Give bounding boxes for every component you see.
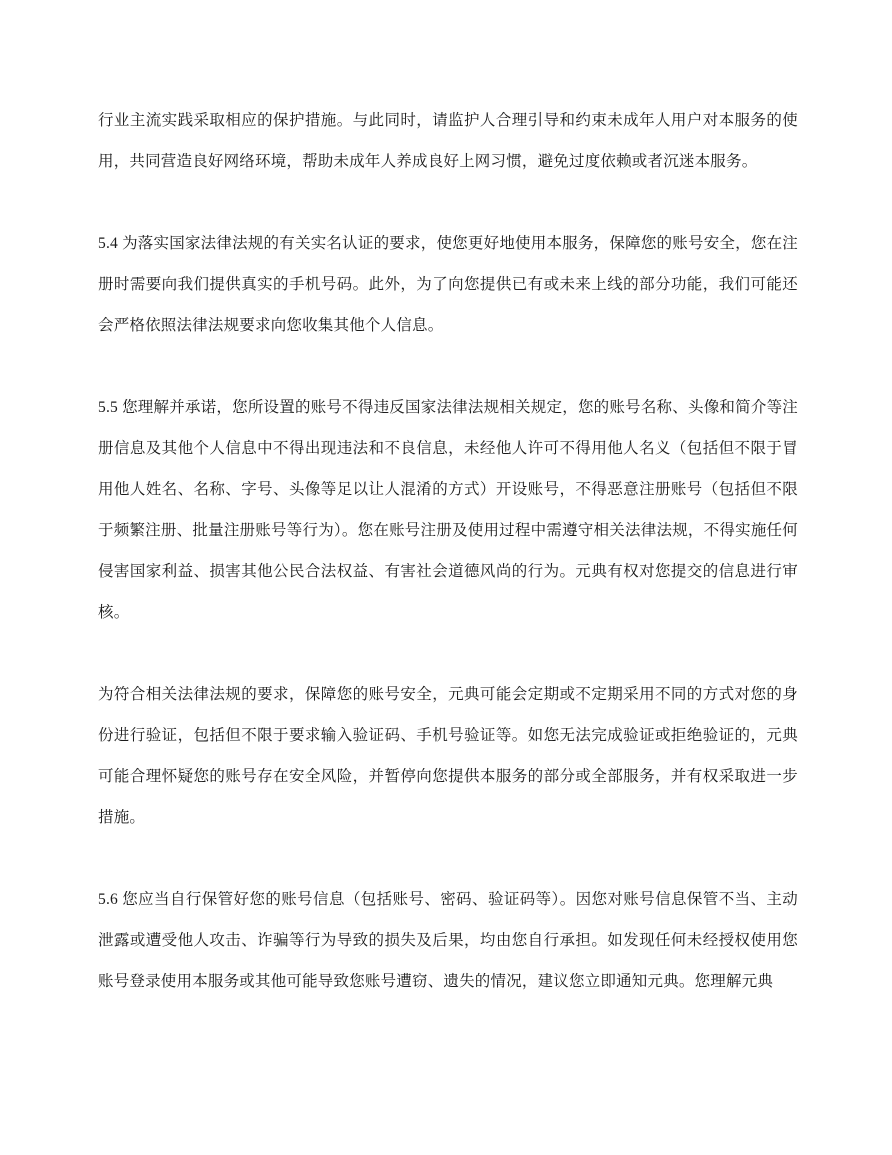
paragraph: 5.6 您应当自行保管好您的账号信息（包括账号、密码、验证码等）。因您对账号信息保管不当、主动泄露或遭受他人攻击、诈骗等行为导致的损失及后果，均由您自行承担。如发现任何未经授权使用您账号登录使用本服务或其他可能导致您账号遭窃、遗失的情况，建议您立即通知元典。您理解元典: [98, 891, 798, 990]
paragraph: 5.4 为落实国家法律法规的有关实名认证的要求，使您更好地使用本服务，保障您的账号安全，您在注册时需要向我们提供真实的手机号码。此外，为了向您提供已有或未来上线的部分功能，我们可能还会严格依照法律法规要求向您收集其他个人信息。: [98, 235, 798, 334]
paragraph: 5.5 您理解并承诺，您所设置的账号不得违反国家法律法规相关规定，您的账号名称、头像和简介等注册信息及其他个人信息中不得出现违法和不良信息，未经他人许可不得用他人名义（包括但不限于冒用他人姓名、名称、字号、头像等足以让人混淆的方式）开设账号，不得恶意注册账号（包括但不限于频繁注册、批量注册账号等行为）。您在账号注册及使用过程中需遵守相关法律法规，不得实施任何侵害国家利益、损害其他公民合法权益、有害社会道德风尚的行为。元典有权对您提交的信息进行审核。: [98, 399, 798, 621]
document-body: [98, 100, 798, 1002]
paragraph: 为符合相关法律法规的要求，保障您的账号安全，元典可能会定期或不定期采用不同的方式对您的身份进行验证，包括但不限于要求输入验证码、手机号验证等。如您无法完成验证或拒绝验证的，元典可能合理怀疑您的账号存在安全风险，并暂停向您提供本服务的部分或全部服务，并有权采取进一步措施。: [98, 686, 798, 826]
paragraph: 行业主流实践采取相应的保护措施。与此同时，请监护人合理引导和约束未成年人用户对本服务的使用，共同营造良好网络环境，帮助未成年人养成良好上网习惯，避免过度依赖或者沉迷本服务。: [98, 112, 798, 170]
